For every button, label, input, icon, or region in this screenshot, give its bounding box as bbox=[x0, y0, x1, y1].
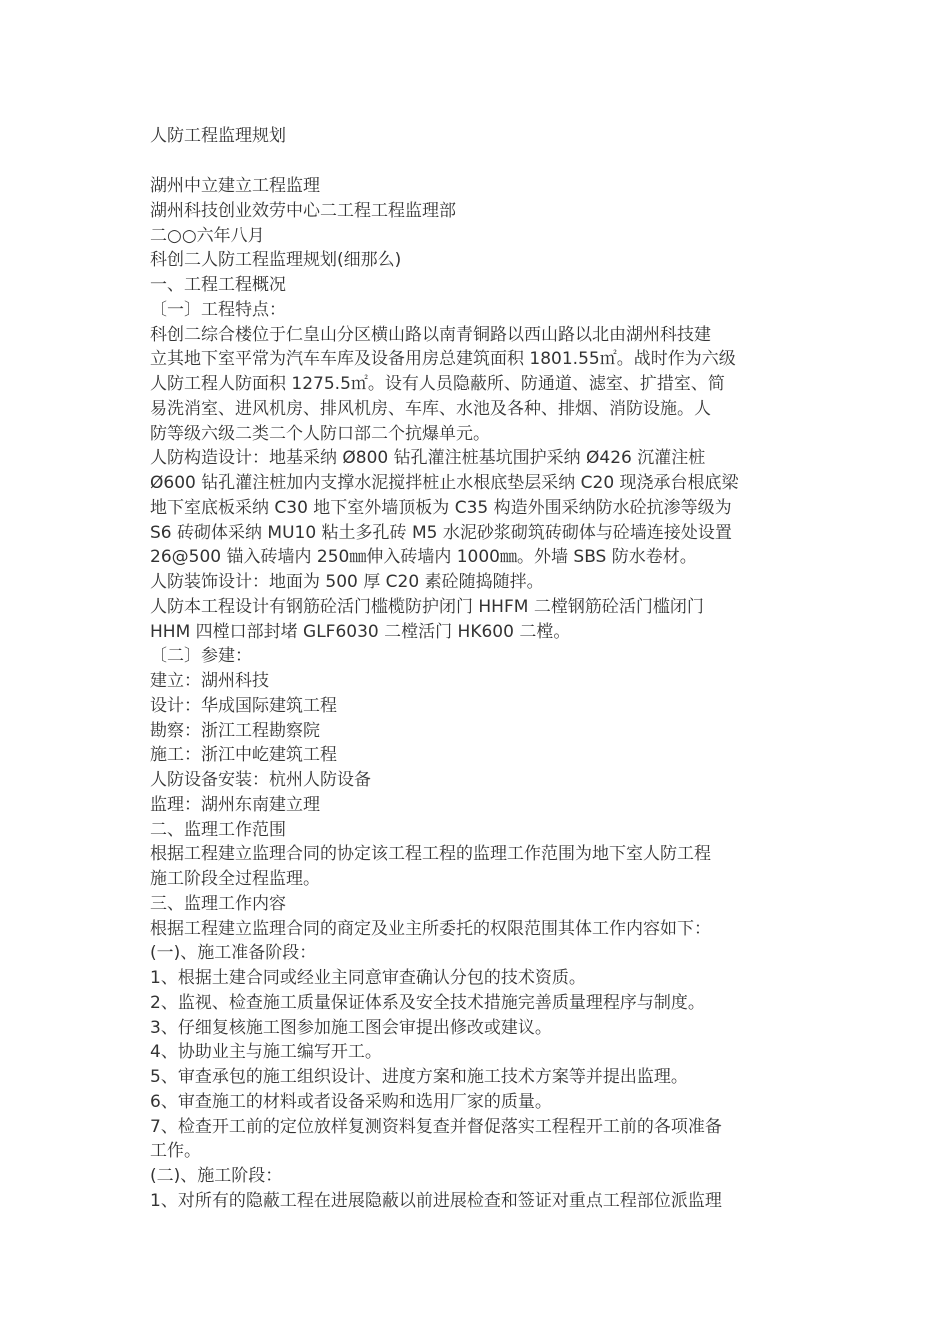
document-title: 人防工程监理规划 bbox=[150, 126, 286, 146]
text-line: 5、审查承包的施工组织设计、进度方案和施工技术方案等并提出监理。 bbox=[150, 1067, 688, 1087]
text-line: 三、监理工作内容 bbox=[150, 893, 286, 914]
text-line: 26@500 锚入砖墙内 250㎜伸入砖墙内 1000㎜。外墙 SBS 防水卷材。 bbox=[150, 547, 697, 568]
text-line: (二)、施工阶段： bbox=[150, 1166, 283, 1186]
text-line: Ø600 钻孔灌注桩加内支撑水泥搅拌桩止水根底垫层采纳 C20 现浇承台根底梁 bbox=[150, 473, 739, 493]
text-line: 〔二〕参建： bbox=[150, 646, 252, 667]
text-line: 7、检查开工前的定位放样复测资料复查并督促落实工程程开工前的各项准备 bbox=[150, 1116, 722, 1137]
text-line: 施工阶段全过程监理。 bbox=[150, 869, 320, 889]
text-line: 易洗消室、进风机房、排风机房、车库、水池及各种、排烟、消防设施。人 bbox=[150, 398, 711, 419]
document-body bbox=[150, 174, 805, 1214]
text-line: 防等级六级二类二个人防口部二个抗爆单元。 bbox=[150, 423, 490, 444]
text-line: 立其地下室平常为汽车车库及设备用房总建筑面积 1801.55㎡。战时作为六级 bbox=[150, 349, 736, 370]
text-line: 湖州中立建立工程监理 bbox=[150, 176, 320, 196]
text-line: (一)、施工准备阶段： bbox=[150, 943, 317, 964]
text-line: 2、监视、检查施工质量保证体系及安全技术措施完善质量理程序与制度。 bbox=[150, 992, 705, 1013]
text-line: 二○○六年八月 bbox=[150, 225, 265, 246]
text-line: 1、根据土建合同或经业主同意审查确认分包的技术资质。 bbox=[150, 968, 586, 988]
text-line: 建立：湖州科技 bbox=[150, 671, 269, 691]
text-line: 地下室底板采纳 C30 地下室外墙顶板为 C35 构造外围采纳防水砼抗渗等级为 bbox=[150, 497, 732, 518]
text-line: 科创二综合楼位于仁皇山分区横山路以南青铜路以西山路以北由湖州科技建 bbox=[150, 324, 711, 345]
text-line: 一、工程工程概况 bbox=[150, 275, 286, 295]
text-line: 监理：湖州东南建立理 bbox=[150, 794, 320, 815]
text-line: 人防设备安装：杭州人防设备 bbox=[150, 770, 371, 790]
text-line: 二、监理工作范围 bbox=[150, 819, 286, 840]
text-line: 设计：华成国际建筑工程 bbox=[150, 695, 337, 716]
text-line: 科创二人防工程监理规划(细那么) bbox=[150, 250, 402, 271]
text-line: 施工：浙江中屹建筑工程 bbox=[150, 745, 337, 766]
text-line: 6、审查施工的材料或者设备采购和选用厂家的质量。 bbox=[150, 1091, 552, 1112]
text-line: S6 砖砌体采纳 MU10 粘土多孔砖 M5 水泥砂浆砌筑砖砌体与砼墙连接处设置 bbox=[150, 522, 732, 543]
text-line: 4、协助业主与施工编写开工。 bbox=[150, 1042, 382, 1063]
text-line: 人防装饰设计：地面为 500 厚 C20 素砼随捣随拌。 bbox=[150, 572, 544, 592]
text-line: 工作。 bbox=[150, 1141, 201, 1162]
text-line: 根据工程建立监理合同的商定及业主所委托的权限范围其体工作内容如下： bbox=[150, 918, 711, 939]
text-line: 1、对所有的隐蔽工程在进展隐蔽以前进展检查和签证对重点工程部位派监理 bbox=[150, 1190, 722, 1211]
text-line: 3、仔细复核施工图参加施工图会审提出修改或建议。 bbox=[150, 1017, 552, 1038]
text-line: HHM 四樘口部封堵 GLF6030 二樘活门 HK600 二樘。 bbox=[150, 621, 571, 642]
text-line: 人防本工程设计有钢筋砼活门槛榄防护闭门 HHFM 二樘钢筋砼活门槛闭门 bbox=[150, 596, 704, 617]
text-line: 人防构造设计：地基采纳 Ø800 钻孔灌注桩基坑围护采纳 Ø426 沉灌注桩 bbox=[150, 448, 706, 469]
text-line: 湖州科技创业效劳中心二工程工程监理部 bbox=[150, 200, 456, 221]
text-line: 勘察：浙江工程勘察院 bbox=[150, 720, 320, 741]
text-line: 根据工程建立监理合同的协定该工程工程的监理工作范围为地下室人防工程 bbox=[150, 844, 711, 865]
text-line: 人防工程人防面积 1275.5㎡。设有人员隐蔽所、防通道、滤室、扩措室、简 bbox=[150, 374, 725, 394]
text-line: 〔一〕工程特点： bbox=[150, 299, 286, 320]
